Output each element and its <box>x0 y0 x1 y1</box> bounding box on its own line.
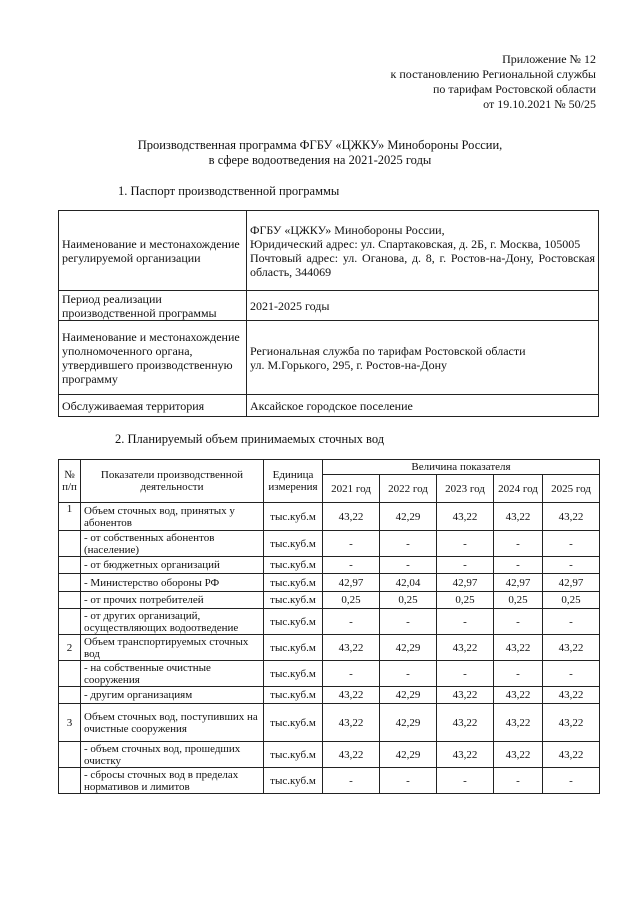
row-value: 43,22 <box>323 635 380 661</box>
row-value: - <box>323 557 380 574</box>
row-number <box>59 531 81 557</box>
row-indicator: Объем транспортируемых сточных вод <box>81 635 264 661</box>
row-value: 43,22 <box>494 687 543 704</box>
row-value: 43,22 <box>323 704 380 742</box>
appendix-line: по тарифам Ростовской области <box>432 82 596 96</box>
passport-value-line: ул. М.Горького, 295, г. Ростов-на-Дону <box>250 357 447 372</box>
row-value: 0,25 <box>437 592 494 609</box>
appendix-block <box>391 52 596 112</box>
header-value-group: Величина показателя <box>323 460 600 475</box>
row-unit: тыс.куб.м <box>264 592 323 609</box>
row-indicator: - Министерство обороны РФ <box>81 574 264 592</box>
row-value: 43,22 <box>323 687 380 704</box>
table-row <box>59 661 600 687</box>
table-row <box>59 557 600 574</box>
row-unit: тыс.куб.м <box>264 704 323 742</box>
row-value: 42,97 <box>437 574 494 592</box>
row-value: 0,25 <box>543 592 600 609</box>
row-value: 43,22 <box>437 687 494 704</box>
table-row <box>59 609 600 635</box>
row-value: 0,25 <box>323 592 380 609</box>
row-value: 43,22 <box>543 704 600 742</box>
header-year: 2021 год <box>323 475 380 503</box>
row-value: - <box>494 609 543 635</box>
program-title <box>40 138 600 168</box>
table-row <box>59 704 600 742</box>
row-unit: тыс.куб.м <box>264 503 323 531</box>
row-value: - <box>543 661 600 687</box>
row-unit: тыс.куб.м <box>264 531 323 557</box>
row-value: 42,29 <box>380 635 437 661</box>
section-2-heading: 2. Планируемый объем принимаемых сточных вод <box>115 432 385 446</box>
passport-value-line: 2021-2025 годы <box>250 298 330 313</box>
row-value: 43,22 <box>323 742 380 768</box>
row-value: - <box>380 609 437 635</box>
row-number <box>59 557 81 574</box>
header-unit: Единица измерения <box>264 460 323 503</box>
passport-value-line: ФГБУ «ЦЖКУ» Минобороны России, <box>250 222 445 237</box>
row-unit: тыс.куб.м <box>264 574 323 592</box>
passport-key: Наименование и местонахождение уполномоченного органа, утвердившего производственную программу <box>59 321 247 395</box>
table-body <box>59 503 600 794</box>
row-value: - <box>494 661 543 687</box>
row-unit: тыс.куб.м <box>264 557 323 574</box>
row-value: 42,29 <box>380 687 437 704</box>
row-value: 42,97 <box>323 574 380 592</box>
row-value: 42,04 <box>380 574 437 592</box>
passport-value-line: Региональная служба по тарифам Ростовской области <box>250 343 526 358</box>
row-unit: тыс.куб.м <box>264 768 323 794</box>
row-value: 0,25 <box>380 592 437 609</box>
row-value: 43,22 <box>494 742 543 768</box>
appendix-line: Приложение № 12 <box>502 52 596 66</box>
row-indicator: - объем сточных вод, прошедших очистку <box>81 742 264 768</box>
table-row <box>59 742 600 768</box>
row-number <box>59 768 81 794</box>
passport-value <box>247 321 599 395</box>
row-number <box>59 661 81 687</box>
table-row <box>59 768 600 794</box>
header-indicator: Показатели производственной деятельности <box>81 460 264 503</box>
row-value: - <box>437 557 494 574</box>
passport-row <box>59 291 599 321</box>
program-title-line: в сфере водоотведения на 2021-2025 годы <box>208 153 432 167</box>
row-value: 43,22 <box>437 742 494 768</box>
row-value: 0,25 <box>494 592 543 609</box>
row-value: - <box>323 609 380 635</box>
table-row <box>59 592 600 609</box>
passport-value <box>247 291 599 321</box>
row-value: - <box>494 768 543 794</box>
row-value: 42,29 <box>380 503 437 531</box>
table-row <box>59 635 600 661</box>
row-value: - <box>543 531 600 557</box>
row-value: 43,22 <box>494 635 543 661</box>
row-number: 2 <box>59 635 81 661</box>
row-value: 43,22 <box>494 704 543 742</box>
row-number <box>59 574 81 592</box>
row-value: 42,29 <box>380 742 437 768</box>
table-row <box>59 503 600 531</box>
header-year: 2022 год <box>380 475 437 503</box>
row-value: - <box>380 531 437 557</box>
table-row <box>59 574 600 592</box>
passport-value-line: Юридический адрес: ул. Спартаковская, д. 2Б, г. Москва, 105005 <box>250 236 581 251</box>
row-value: - <box>380 557 437 574</box>
row-number <box>59 687 81 704</box>
table-header-row <box>59 460 600 475</box>
header-no: № п/п <box>59 460 81 503</box>
section-1-heading: 1. Паспорт производственной программы <box>118 184 340 198</box>
passport-row <box>59 395 599 417</box>
row-unit: тыс.куб.м <box>264 635 323 661</box>
row-indicator: - другим организациям <box>81 687 264 704</box>
row-value: - <box>543 609 600 635</box>
row-unit: тыс.куб.м <box>264 609 323 635</box>
row-value: 43,22 <box>543 742 600 768</box>
passport-value-line: Аксайское городское поселение <box>250 398 413 413</box>
row-number <box>59 609 81 635</box>
row-value: - <box>543 768 600 794</box>
row-value: - <box>437 768 494 794</box>
row-indicator: - сбросы сточных вод в пределах нормативов и лимитов <box>81 768 264 794</box>
row-value: - <box>543 557 600 574</box>
row-unit: тыс.куб.м <box>264 661 323 687</box>
row-indicator: - на собственные очистные сооружения <box>81 661 264 687</box>
passport-key: Наименование и местонахождение регулируемой организации <box>59 211 247 291</box>
row-value: - <box>380 768 437 794</box>
row-value: 42,97 <box>543 574 600 592</box>
passport-table <box>58 210 599 417</box>
passport-value <box>247 395 599 417</box>
row-indicator: - от собственных абонентов (население) <box>81 531 264 557</box>
row-indicator: - от прочих потребителей <box>81 592 264 609</box>
row-value: - <box>323 661 380 687</box>
header-year: 2023 год <box>437 475 494 503</box>
header-year: 2024 год <box>494 475 543 503</box>
row-value: 42,29 <box>380 704 437 742</box>
appendix-line: к постановлению Региональной службы <box>390 67 596 81</box>
row-value: - <box>437 661 494 687</box>
table-row <box>59 687 600 704</box>
row-number: 1 <box>59 503 81 531</box>
row-value: 43,22 <box>437 704 494 742</box>
row-value: 43,22 <box>543 687 600 704</box>
row-unit: тыс.куб.м <box>264 687 323 704</box>
row-value: 43,22 <box>323 503 380 531</box>
row-value: - <box>494 557 543 574</box>
passport-row <box>59 211 599 291</box>
row-value: - <box>323 531 380 557</box>
row-value: 43,22 <box>543 503 600 531</box>
row-indicator: Объем сточных вод, принятых у абонентов <box>81 503 264 531</box>
passport-row <box>59 321 599 395</box>
row-number <box>59 592 81 609</box>
appendix-line: от 19.10.2021 № 50/25 <box>483 97 596 111</box>
row-value: 43,22 <box>437 635 494 661</box>
table-row <box>59 531 600 557</box>
row-indicator: - от бюджетных организаций <box>81 557 264 574</box>
row-value: 43,22 <box>543 635 600 661</box>
row-value: 42,97 <box>494 574 543 592</box>
row-value: - <box>323 768 380 794</box>
row-value: - <box>494 531 543 557</box>
passport-value <box>247 211 599 291</box>
row-number: 3 <box>59 704 81 742</box>
passport-key: Обслуживаемая территория <box>59 395 247 417</box>
wastewater-volume-table <box>58 459 600 794</box>
program-title-line: Производственная программа ФГБУ «ЦЖКУ» Минобороны России, <box>137 138 503 152</box>
passport-key: Период реализации производственной программы <box>59 291 247 321</box>
row-value: - <box>380 661 437 687</box>
row-value: 43,22 <box>437 503 494 531</box>
row-indicator: Объем сточных вод, поступивших на очистные сооружения <box>81 704 264 742</box>
row-value: - <box>437 531 494 557</box>
header-year: 2025 год <box>543 475 600 503</box>
row-indicator: - от других организаций, осуществляющих водоотведение <box>81 609 264 635</box>
row-value: - <box>437 609 494 635</box>
row-number <box>59 742 81 768</box>
row-unit: тыс.куб.м <box>264 742 323 768</box>
passport-value-line: Почтовый адрес: ул. Оганова, д. 8, г. Ростов-на-Дону, Ростовская область, 344069 <box>250 250 595 279</box>
row-value: 43,22 <box>494 503 543 531</box>
